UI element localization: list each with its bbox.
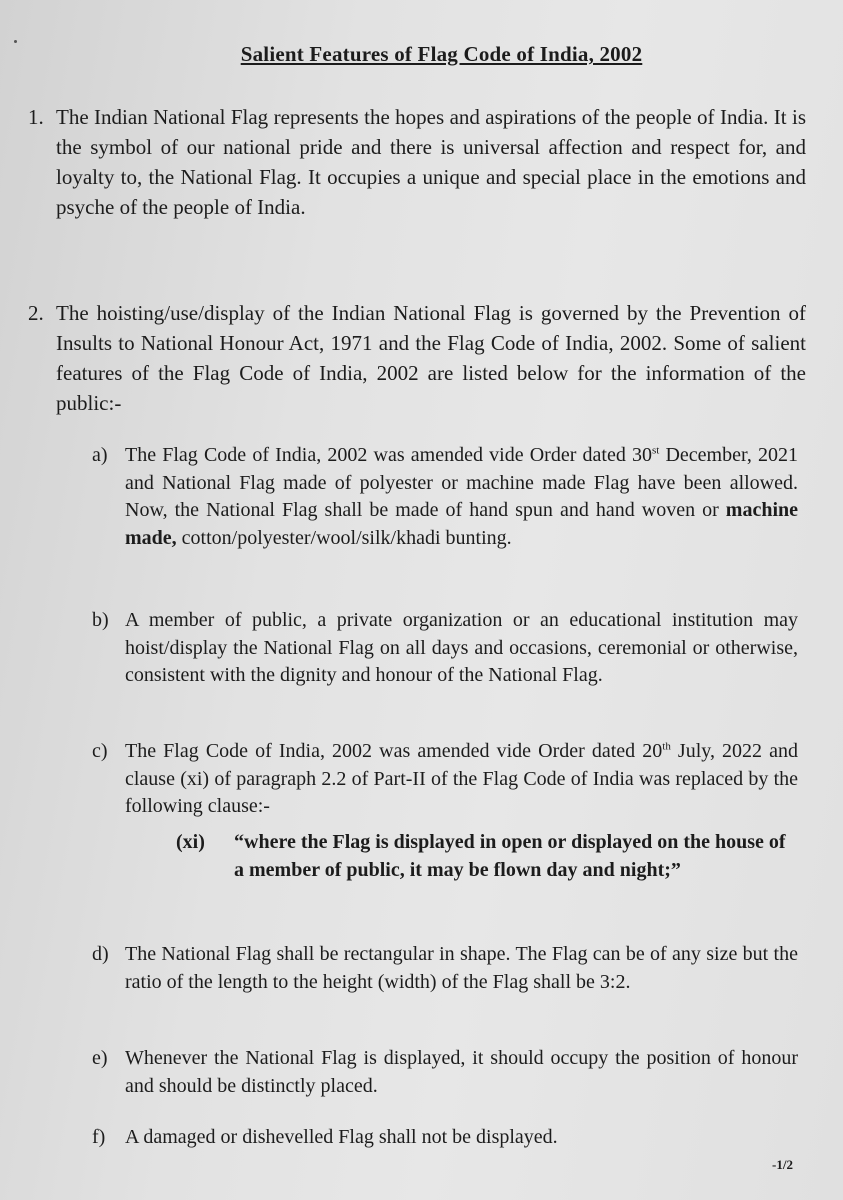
list-item-f: [92, 1124, 798, 1152]
paragraph-1: [28, 102, 806, 222]
document-title: Salient Features of Flag Code of India, 2002: [240, 42, 643, 66]
paragraph-2: [28, 298, 806, 418]
clause-text: “where the Flag is displayed in open or displayed on the house of a member of public, it may be flown day and night;”: [234, 831, 786, 881]
page-number: -1/2: [772, 1157, 793, 1172]
item-label: c): [92, 740, 108, 762]
item-text: The Flag Code of India, 2002 was amended vide Order dated 30st December, 2021 and National Flag made of polyester or machine made Flag have been allowed. Now, the National Flag shall be made of hand spun and hand woven or machine made, cotton/polyester/wool/silk/khadi bunting.: [125, 444, 799, 549]
list-item-b: [92, 607, 798, 690]
quoted-clause-xi: [176, 828, 798, 884]
item-label: d): [92, 943, 109, 965]
item-text: A damaged or dishevelled Flag shall not be displayed.: [125, 1126, 558, 1148]
item-label: f): [92, 1126, 106, 1148]
item-label: e): [92, 1047, 108, 1069]
item-label: b): [92, 609, 109, 631]
paragraph-text: The Indian National Flag represents the hopes and aspirations of the people of India. It is the symbol of our national pride and there is universal affection and respect for, and loyalty to, the National Flag. It occupies a unique and special place in the emotions and psyche of the people of India.: [56, 105, 806, 219]
item-text: Whenever the National Flag is displayed, it should occupy the position of honour and should be distinctly placed.: [125, 1047, 798, 1097]
item-label: a): [92, 444, 108, 466]
item-text: The Flag Code of India, 2002 was amended vide Order dated 20th July, 2022 and clause (xi) of paragraph 2.2 of Part-II of the Flag Code of India was replaced by the following clause:-: [125, 740, 799, 817]
item-text: The National Flag shall be rectangular in shape. The Flag can be of any size but the ratio of the length to the height (width) of the Flag shall be 3:2.: [125, 943, 798, 993]
paragraph-text: The hoisting/use/display of the Indian National Flag is governed by the Prevention of Insults to National Honour Act, 1971 and the Flag Code of India, 2002. Some of salient features of the Flag Code of India, 2002 are listed below for the information of the public:-: [56, 301, 806, 415]
list-item-a: [92, 442, 798, 552]
list-item-c: [92, 738, 798, 821]
item-text: A member of public, a private organization or an educational institution may hoist/display the National Flag on all days and occasions, ceremonial or otherwise, consistent with the dignity and honour of the National Flag.: [125, 609, 798, 686]
paragraph-number: 1.: [28, 105, 44, 129]
clause-label: (xi): [176, 831, 205, 853]
paragraph-number: 2.: [28, 301, 44, 325]
list-item-d: [92, 941, 798, 996]
list-item-e: [92, 1045, 798, 1100]
